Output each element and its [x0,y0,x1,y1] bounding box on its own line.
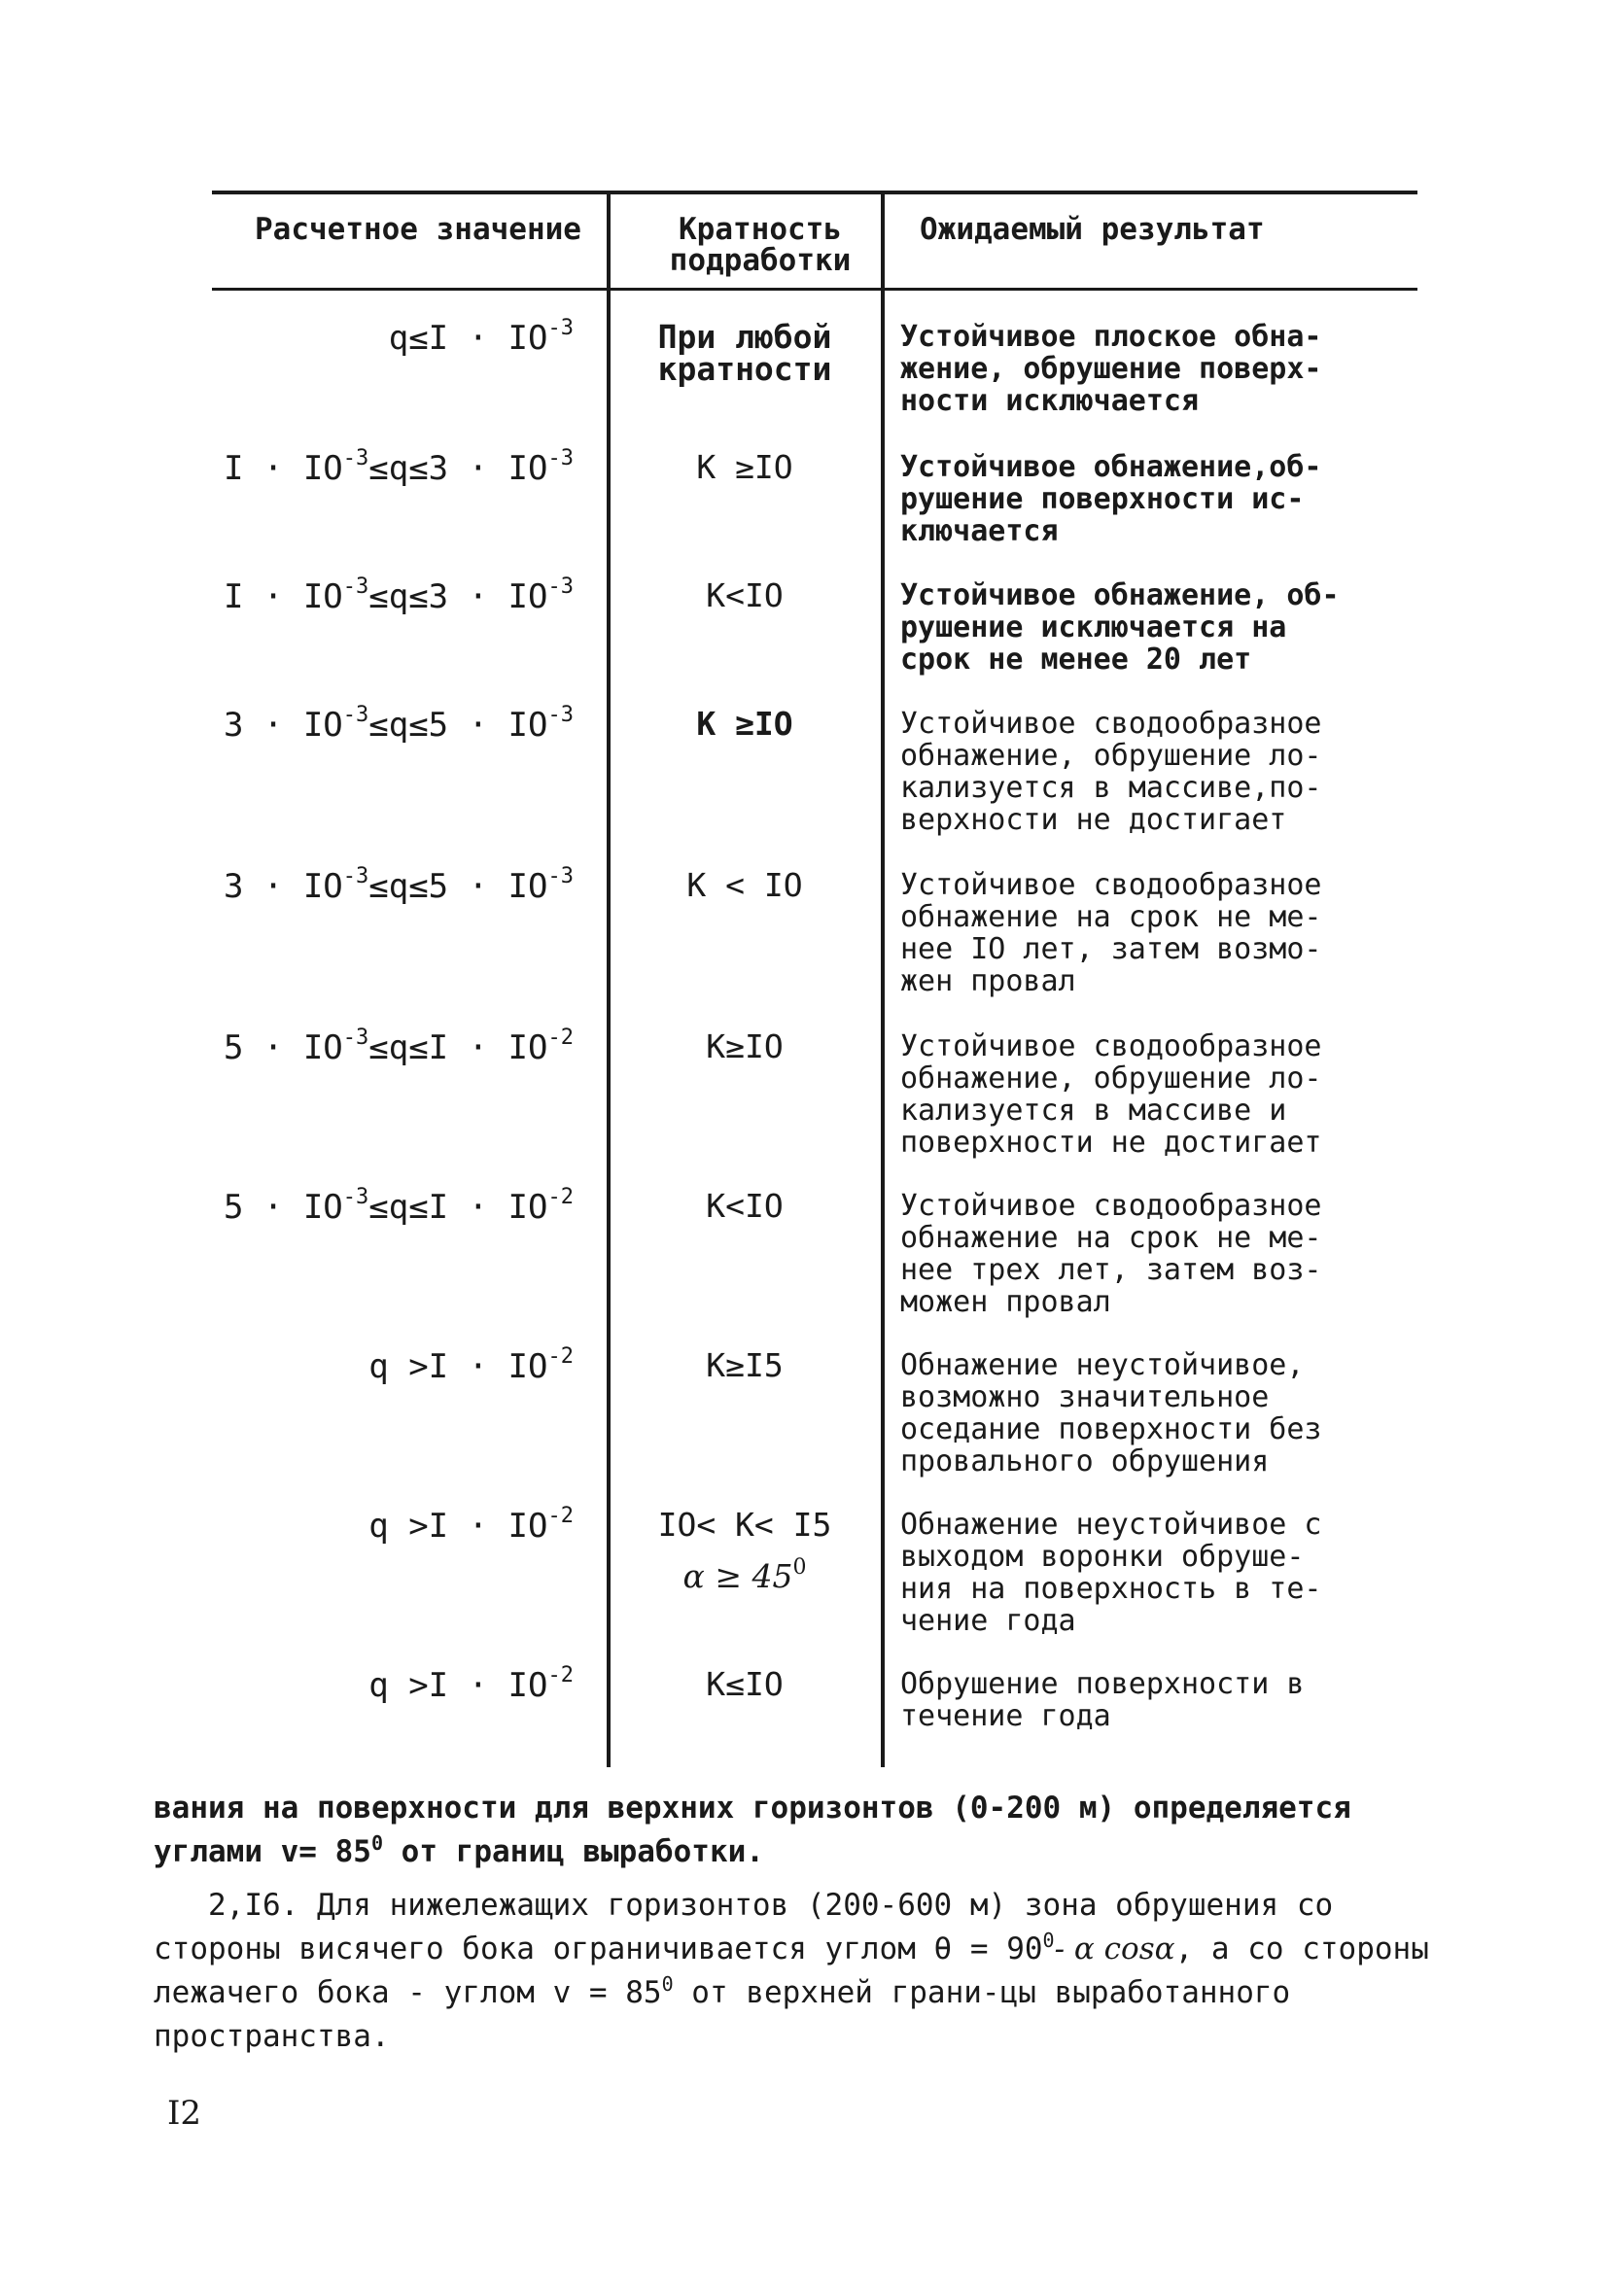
row-result: Устойчивое плоское обна- жение, обрушение поверх- ности исключается [900,320,1322,418]
row-value: $5 \cdot IO^{-3}\le q\le I \cdot IO^{-2}$ [223,1026,574,1067]
row-result: Устойчивое сводообразное обнажение, обрушение ло- кализуется в массиве,по- верхности не достигает [900,707,1322,837]
row-value: $I \cdot IO^{-3}\le q\le 3 \cdot IO^{-3}$ [223,574,574,616]
header-calculated-value: Расчетное значение [255,212,581,247]
row-result: Обнажение неустойчивое, возможно значительное оседание поверхности без провального обрушения [900,1348,1322,1478]
row-value: $q >I \cdot IO^{-2}$ [368,1663,574,1705]
row-result: Обрушение поверхности в течение года [900,1667,1305,1733]
table-header-rule [212,288,1417,291]
row-multiplicity: K≤IO [706,1665,784,1703]
row-multiplicity: K<IO [706,576,784,614]
paragraph-2-16: 2,I6. Для нижележащих горизонтов (200-600 м) зона обрушения со стороны висячего бока ограничивается углом $\theta = 90^0-$ α cosα, а со стороны лежачего бока - углом $v = 85^0$ от верхней грани-цы выработанного пространства. [154,1888,1429,2054]
row-multiplicity: K ≥IO [696,705,793,743]
row-value: $I \cdot IO^{-3}\le q\le 3 \cdot IO^{-3}$ [223,446,574,488]
header-multiplicity: Кратность подработки [669,212,852,278]
row-result: Устойчивое сводообразное обнажение на срок не ме- нее IO лет, затем возмо- жен провал [900,868,1322,998]
row-result: Устойчивое обнажение,об- рушение поверхности ис- ключается [900,450,1322,548]
row-result: Устойчивое сводообразное обнажение, обрушение ло- кализуется в массиве и поверхности не достигает [900,1029,1322,1160]
row-multiplicity-main: IO< K< I5 [657,1506,832,1544]
row-value: $q >I \cdot IO^{-2}$ [368,1344,574,1386]
row-result: Устойчивое обнажение, об- рушение исключается на срок не менее 20 лет [900,578,1340,677]
page-number: I2 [167,2094,202,2133]
paragraph-continuation: вания на поверхности для верхних горизонтов (0-200 м) определяется углами $v= 85^0$ от границ выработки. [154,1791,1351,1869]
row-result: Обнажение неустойчивое с выходом воронки обруше- ния на поверхность в те- чение года [900,1508,1322,1638]
row-multiplicity: При любой кратности [657,318,832,388]
row-multiplicity: K≥I5 [706,1346,784,1384]
row-result: Устойчивое сводообразное обнажение на срок не ме- нее трех лет, затем воз- можен провал [900,1189,1322,1319]
row-value: $3 \cdot IO^{-3}\le q\le 5 \cdot IO^{-3}$ [223,703,574,745]
row-value: $q\le I \cdot IO^{-3}$ [388,316,574,358]
table-top-rule [212,191,1417,194]
row-multiplicity: K<IO [706,1187,784,1225]
row-multiplicity: K < IO [686,866,803,904]
row-multiplicity [607,1506,883,1595]
row-value: $q >I \cdot IO^{-2}$ [368,1504,574,1546]
row-multiplicity-angle: $\alpha \ge 45^0$ [682,1555,807,1595]
header-expected-result: Ожидаемый результат [920,212,1265,247]
row-multiplicity: K≥IO [706,1027,784,1065]
row-value: $3 \cdot IO^{-3}\le q\le 5 \cdot IO^{-3}$ [223,864,574,906]
row-value: $5 \cdot IO^{-3}\le q\le I \cdot IO^{-2}$ [223,1185,574,1227]
row-multiplicity: K ≥IO [696,448,793,486]
